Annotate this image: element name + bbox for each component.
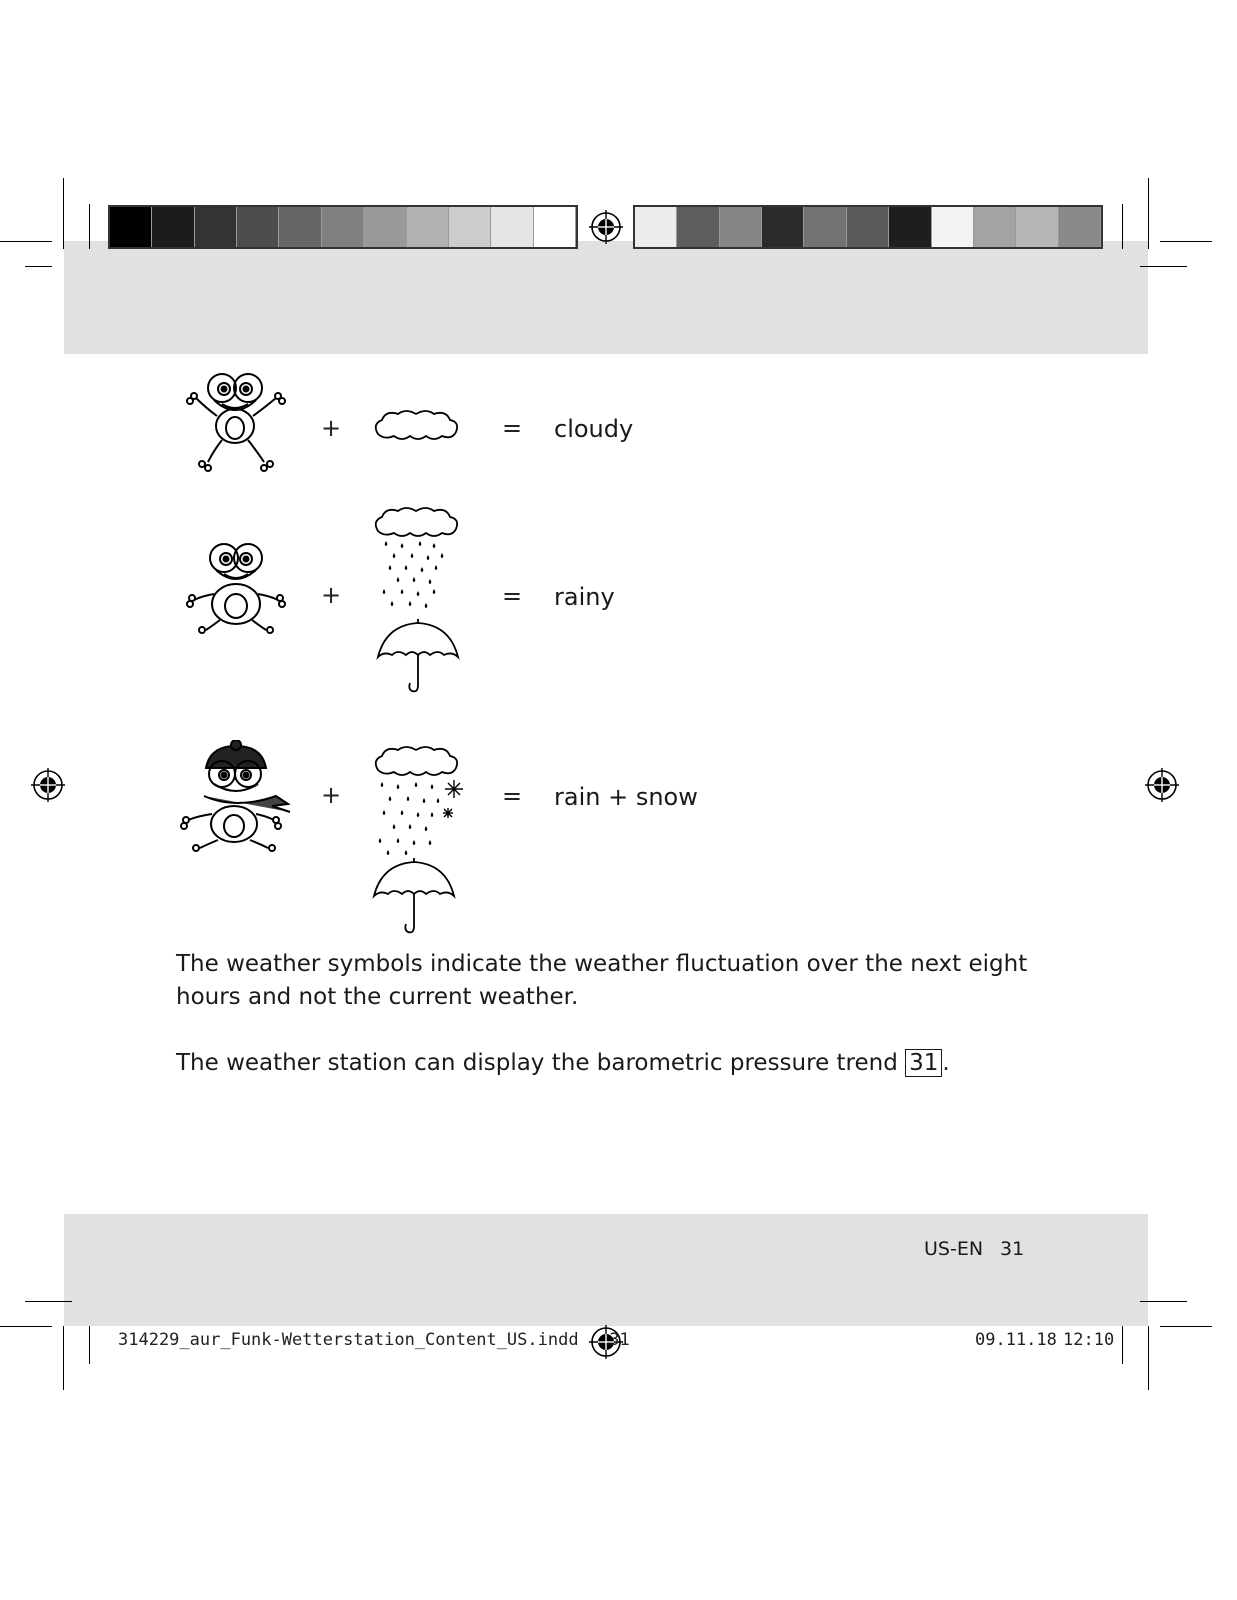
slug-time: 12:10 [1063, 1330, 1115, 1350]
crop-mark [1122, 1326, 1123, 1364]
color-calibration-strip-right [633, 205, 1103, 249]
pressure-trend-text: The weather station can display the barometric pressure trend [176, 1050, 906, 1076]
raindrop [385, 541, 388, 546]
plus-sign: + [321, 581, 342, 609]
pressure-trend-paragraph [176, 1047, 1076, 1080]
color-patch [1059, 207, 1101, 247]
raindrop [415, 782, 418, 787]
color-patch [974, 207, 1016, 247]
color-patch [237, 207, 279, 247]
color-patch [720, 207, 762, 247]
pressure-trend-period: . [942, 1050, 950, 1076]
raindrop [387, 850, 390, 855]
crop-mark [63, 1326, 64, 1390]
registration-mark-icon [589, 210, 623, 244]
raindrop [393, 824, 396, 829]
crop-mark [25, 266, 52, 267]
color-patch [110, 207, 152, 247]
color-patch [152, 207, 194, 247]
raindrop [391, 601, 394, 606]
raindrop [431, 784, 434, 789]
plus-sign: + [321, 781, 342, 809]
raindrop [417, 812, 420, 817]
raindrop [389, 796, 392, 801]
header-band [64, 241, 1148, 354]
color-patch [762, 207, 804, 247]
page-language-label: US-EN [924, 1238, 984, 1260]
raindrop [397, 838, 400, 843]
weather-symbols-paragraph: The weather symbols indicate the weather fluctuation over the next eight hours and not the current weather. [176, 951, 1028, 1010]
raindrop [423, 798, 426, 803]
raindrop [431, 812, 434, 817]
part-reference-box: 31 [905, 1049, 942, 1077]
raindrop [429, 579, 432, 584]
color-patch [1016, 207, 1058, 247]
raindrop [413, 840, 416, 845]
weather-label-rainy: rainy [554, 583, 615, 611]
crop-mark [1148, 1326, 1149, 1390]
frog-arms-up-icon [186, 368, 286, 474]
color-patch [491, 207, 533, 247]
color-patch [322, 207, 364, 247]
crop-mark [25, 1301, 72, 1302]
raindrop [405, 565, 408, 570]
crop-mark [63, 178, 64, 249]
raindrop [433, 543, 436, 548]
raindrop [401, 810, 404, 815]
raindrop [409, 824, 412, 829]
raindrop [441, 553, 444, 558]
weather-label-rain-snow: rain + snow [554, 783, 698, 811]
slug-date: 09.11.18 [975, 1330, 1057, 1350]
raindrop [401, 589, 404, 594]
rain-umbrella-icon [372, 505, 464, 693]
weather-label-cloudy: cloudy [554, 415, 634, 443]
color-patch [635, 207, 677, 247]
color-calibration-strip-left [108, 205, 578, 249]
page-number: 31 [1000, 1238, 1025, 1260]
registration-mark-icon [31, 768, 65, 802]
raindrop [397, 577, 400, 582]
color-patch [279, 207, 321, 247]
raindrop [411, 553, 414, 558]
color-patch [534, 207, 576, 247]
raindrop [397, 784, 400, 789]
crop-mark [1148, 178, 1149, 249]
raindrop [405, 850, 408, 855]
color-patch [677, 207, 719, 247]
crop-mark [1140, 1301, 1187, 1302]
crop-mark [89, 1326, 90, 1364]
raindrop [381, 782, 384, 787]
frog-hat-scarf-icon [180, 740, 292, 854]
slug-filename: 314229_aur_Funk-Wetterstation_Content_US.indd 31 [118, 1330, 630, 1350]
rain-snow-umbrella-icon [368, 744, 468, 934]
equals-sign: = [502, 782, 523, 810]
color-patch [847, 207, 889, 247]
raindrop [425, 603, 428, 608]
crop-mark [1160, 1326, 1212, 1327]
color-patch [889, 207, 931, 247]
color-patch [407, 207, 449, 247]
raindrop [407, 796, 410, 801]
raindrop [419, 541, 422, 546]
crop-mark [0, 241, 52, 242]
raindrop [389, 565, 392, 570]
crop-mark [1140, 266, 1187, 267]
raindrop [417, 591, 420, 596]
frog-sitting-icon [186, 540, 286, 636]
raindrop [393, 553, 396, 558]
raindrop [433, 589, 436, 594]
color-patch [364, 207, 406, 247]
registration-mark-icon [1145, 768, 1179, 802]
raindrop [409, 601, 412, 606]
raindrop [413, 577, 416, 582]
equals-sign: = [502, 414, 523, 442]
plus-sign: + [321, 414, 342, 442]
equals-sign: = [502, 582, 523, 610]
raindrop [401, 543, 404, 548]
color-patch [932, 207, 974, 247]
raindrop [435, 565, 438, 570]
crop-mark [1160, 241, 1212, 242]
crop-mark [1122, 204, 1123, 249]
color-patch [195, 207, 237, 247]
raindrop [383, 810, 386, 815]
color-patch [449, 207, 491, 247]
raindrop [437, 798, 440, 803]
footer-band [64, 1214, 1148, 1326]
raindrop [421, 567, 424, 572]
crop-mark [0, 1326, 52, 1327]
raindrop [427, 555, 430, 560]
crop-mark [89, 204, 90, 249]
raindrop [379, 838, 382, 843]
raindrop [425, 826, 428, 831]
cloud-icon [372, 408, 462, 442]
raindrop [383, 589, 386, 594]
color-patch [804, 207, 846, 247]
raindrop [429, 840, 432, 845]
